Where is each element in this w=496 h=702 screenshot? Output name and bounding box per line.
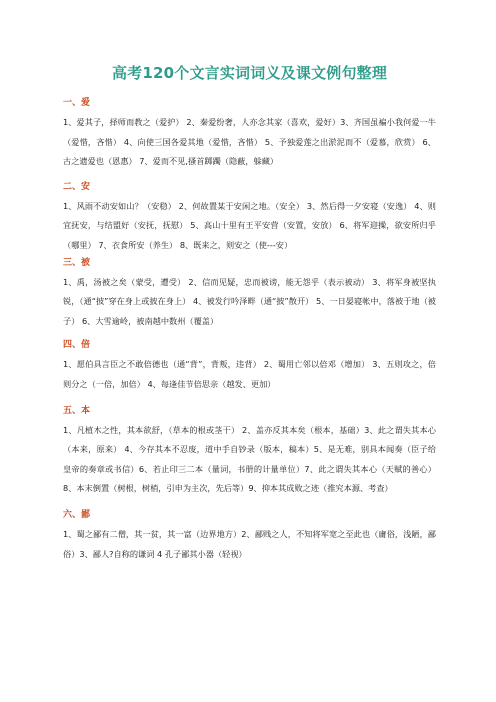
section-an: [63, 180, 436, 256]
section-body: 1、愿伯具言臣之不敢倍德也（通“背”，背叛，违背） 2、蜀用亡邻以倍邓（增加） 3、五则攻之，倍则分之（一倍，加倍） 4、每逢佳节倍思亲（越发、更加）: [63, 359, 436, 389]
section-ai: [63, 96, 436, 172]
section-body: 1、风雨不动安如山？（安稳） 2、何故置某于安闲之地。（安全） 3、然后得一夕安寝（安逸） 4、则宜抚安，与结盟好（安抚，抚慰） 5、高山十里有王平安营（安置，安放） 6、将军迎操，欲安所归乎（哪里） 7、衣食所安（养生） 8、既来之，则安之（使---安）: [63, 200, 436, 250]
section-heading: 四、倍: [63, 340, 91, 351]
section-heading: 六、鄙: [63, 509, 91, 520]
document-title: 高考120个文言实词词义及课文例句整理: [111, 64, 388, 82]
section-bei-covered: [63, 256, 436, 332]
section-bi: [63, 508, 436, 564]
section-heading: 三、被: [63, 257, 91, 268]
section-body: 1、禹，汤被之矣（蒙受，遭受） 2、信而见疑，忠而被谤，能无怨乎（表示被动） 3、将军身被坚执锐，（通“披”穿在身上或披在身上） 4、被发行吟泽畔（通“披”散开） 5、一日晏寝帐中，落被于地（被子） 6、大雪逾岭，被南越中数州（覆盖）: [63, 276, 436, 326]
section-heading: 一、爱: [63, 98, 91, 108]
section-ben: [63, 404, 436, 499]
sections-container: [63, 96, 436, 564]
section-bei-double: [63, 338, 436, 394]
section-body: 1、蜀之鄙有二僧，其一贫，其一富（边界地方）2、鄙贱之人，不知将军宽之至此也（庸俗，浅陋，鄙俗）3、鄙人?自称的谦词 4 孔子鄙其小器（轻视）: [63, 528, 436, 559]
section-heading: 五、本: [63, 405, 91, 416]
section-body: 1、凡植木之性，其本欲舒，（草本的根或茎干） 2、盖亦反其本矣（根本，基础）3、此之谓失其本心（本来，原来） 4、今存其本不忍废，道中手自钞录（版本，稿本）5、是无难，别具本闻奏（臣子给皇帝的奏章或书信）6、若止印三二本（量词，书册的计量单位）7、此之谓失其本心（天赋的善心）8、本末倒置（树根，树梢，引申为主次，先后等）9、抑本其成败之迹（推究本源、考查）: [63, 424, 436, 494]
section-body: 1、爱其子，择师而教之（爱护） 2、秦爱纷奢，人亦念其家（喜欢，爱好）3、齐国虽褊小我何爱一牛（爱惜，吝惜） 4、向使三国各爱其地（爱惜，吝惜） 5、予独爱莲之出淤泥而不（爱慕，欣赏） 6、古之遗爱也（恩惠） 7、爱而不见,搔首踯躅（隐蔽，躲藏）: [63, 117, 436, 167]
section-heading: 二、安: [63, 181, 91, 192]
